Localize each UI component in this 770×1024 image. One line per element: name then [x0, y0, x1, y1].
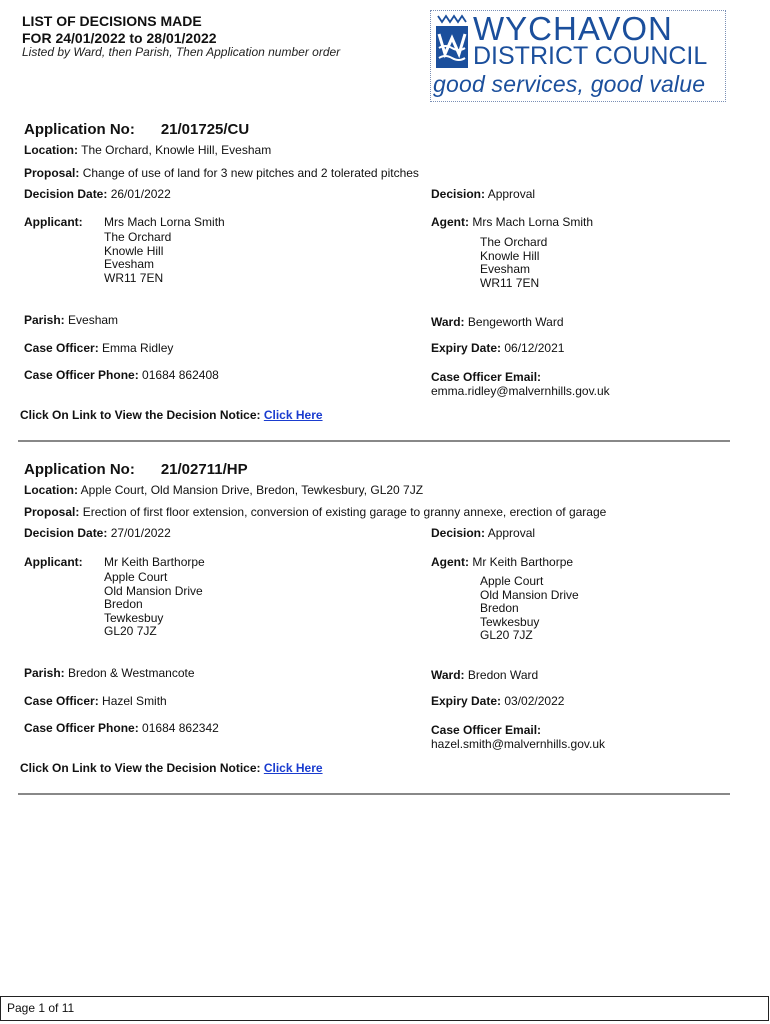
application-no-label: Application No:: [24, 121, 135, 138]
report-subtitle: Listed by Ward, then Parish, Then Application number order: [22, 45, 341, 59]
expiry-date-label: Expiry Date:: [431, 694, 502, 708]
ward-label: Ward:: [431, 668, 465, 682]
agent-label: Agent:: [431, 555, 469, 569]
decision-label: Decision:: [431, 526, 486, 540]
case-officer-row: [24, 694, 167, 708]
application-heading: [24, 461, 248, 478]
proposal-row: [24, 166, 419, 180]
agent-row: [431, 215, 593, 229]
applicant-label: Applicant:: [24, 215, 83, 229]
decision-notice-row: [20, 761, 323, 775]
case-officer-label: Case Officer:: [24, 694, 99, 708]
ward-label: Ward:: [431, 315, 465, 329]
case-officer-phone-value: 01684 862342: [142, 721, 219, 735]
applicant-label: Applicant:: [24, 555, 83, 569]
decision-notice-label: Click On Link to View the Decision Notice:: [20, 761, 261, 775]
case-officer-email-value: emma.ridley@malvernhills.gov.uk: [431, 384, 610, 398]
agent-address: The Orchard Knowle Hill Evesham WR11 7EN: [480, 235, 548, 290]
expiry-date-row: [431, 694, 564, 708]
page-footer: [0, 996, 769, 1021]
ward-value: Bengeworth Ward: [467, 315, 564, 329]
case-officer-phone-label: Case Officer Phone:: [24, 721, 139, 735]
agent-address: Apple Court Old Mansion Drive Bredon Tewkesbuy GL20 7JZ: [480, 574, 579, 643]
applicant-name: Mrs Mach Lorna Smith: [104, 215, 225, 229]
case-officer-label: Case Officer:: [24, 341, 99, 355]
applicant-name: Mr Keith Barthorpe: [104, 555, 205, 569]
decision-notice-link[interactable]: Click Here: [263, 408, 323, 422]
logo-tagline: good services, good value: [433, 71, 706, 97]
decision-date-value: 27/01/2022: [110, 526, 171, 540]
page-number: Page 1 of 11: [7, 1001, 75, 1015]
decision-value: Approval: [487, 526, 536, 540]
crown-w-icon: [434, 14, 470, 70]
agent-name: Mr Keith Barthorpe: [472, 555, 574, 569]
proposal-value: Change of use of land for 3 new pitches and 2 tolerated pitches: [82, 166, 419, 180]
decision-date-row: [24, 187, 171, 201]
location-row: [24, 483, 423, 497]
expiry-date-value: 06/12/2021: [504, 341, 565, 355]
case-officer-value: Emma Ridley: [102, 341, 174, 355]
decision-date-label: Decision Date:: [24, 187, 108, 201]
applicant-address: The Orchard Knowle Hill Evesham WR11 7EN: [104, 230, 172, 285]
decision-notice-row: [20, 408, 323, 422]
case-officer-phone-row: [24, 368, 219, 382]
parish-row: [24, 313, 118, 327]
application-number: 21/01725/CU: [160, 121, 250, 138]
location-value: Apple Court, Old Mansion Drive, Bredon, Tewkesbury, GL20 7JZ: [80, 483, 424, 497]
case-officer-phone-label: Case Officer Phone:: [24, 368, 139, 382]
proposal-value: Erection of first floor extension, conversion of existing garage to granny annexe, erection of garage: [82, 505, 607, 519]
report-date-range: FOR 24/01/2022 to 28/01/2022: [22, 30, 217, 46]
decision-row: [431, 526, 535, 540]
proposal-label: Proposal:: [24, 505, 80, 519]
decision-row: [431, 187, 535, 201]
application-heading: [24, 121, 249, 138]
location-label: Location:: [24, 483, 78, 497]
decision-notice-link[interactable]: Click Here: [263, 761, 323, 775]
expiry-date-value: 03/02/2022: [504, 694, 565, 708]
logo-council: DISTRICT COUNCIL: [473, 42, 708, 70]
decision-date-label: Decision Date:: [24, 526, 108, 540]
agent-name: Mrs Mach Lorna Smith: [472, 215, 594, 229]
ward-value: Bredon Ward: [467, 668, 539, 682]
report-title: LIST OF DECISIONS MADE: [22, 13, 202, 29]
agent-row: [431, 555, 573, 569]
decision-notice-label: Click On Link to View the Decision Notice:: [20, 408, 261, 422]
decision-date-value: 26/01/2022: [110, 187, 171, 201]
decision-value: Approval: [487, 187, 536, 201]
expiry-date-row: [431, 341, 564, 355]
parish-label: Parish:: [24, 313, 65, 327]
case-officer-phone-row: [24, 721, 219, 735]
logo-wordmark: WYCHAVON: [473, 10, 673, 47]
location-label: Location:: [24, 143, 78, 157]
decision-label: Decision:: [431, 187, 486, 201]
expiry-date-label: Expiry Date:: [431, 341, 502, 355]
proposal-row: [24, 505, 606, 519]
section-divider: [18, 440, 730, 442]
agent-label: Agent:: [431, 215, 469, 229]
location-row: [24, 143, 271, 157]
proposal-label: Proposal:: [24, 166, 80, 180]
parish-label: Parish:: [24, 666, 65, 680]
case-officer-email-label: Case Officer Email:: [431, 370, 542, 384]
case-officer-row: [24, 341, 173, 355]
decision-date-row: [24, 526, 171, 540]
location-value: The Orchard, Knowle Hill, Evesham: [81, 143, 272, 157]
council-logo: [430, 10, 726, 102]
case-officer-email-label: Case Officer Email:: [431, 723, 542, 737]
parish-row: [24, 666, 195, 680]
application-number: 21/02711/HP: [160, 461, 248, 478]
ward-row: [431, 315, 564, 329]
applicant-address: Apple Court Old Mansion Drive Bredon Tewkesbuy GL20 7JZ: [104, 570, 203, 639]
section-divider: [18, 793, 730, 795]
application-no-label: Application No:: [24, 461, 135, 478]
parish-value: Bredon & Westmancote: [68, 666, 195, 680]
case-officer-email-value: hazel.smith@malvernhills.gov.uk: [431, 737, 606, 751]
parish-value: Evesham: [68, 313, 119, 327]
case-officer-phone-value: 01684 862408: [142, 368, 219, 382]
case-officer-value: Hazel Smith: [102, 694, 167, 708]
ward-row: [431, 668, 538, 682]
